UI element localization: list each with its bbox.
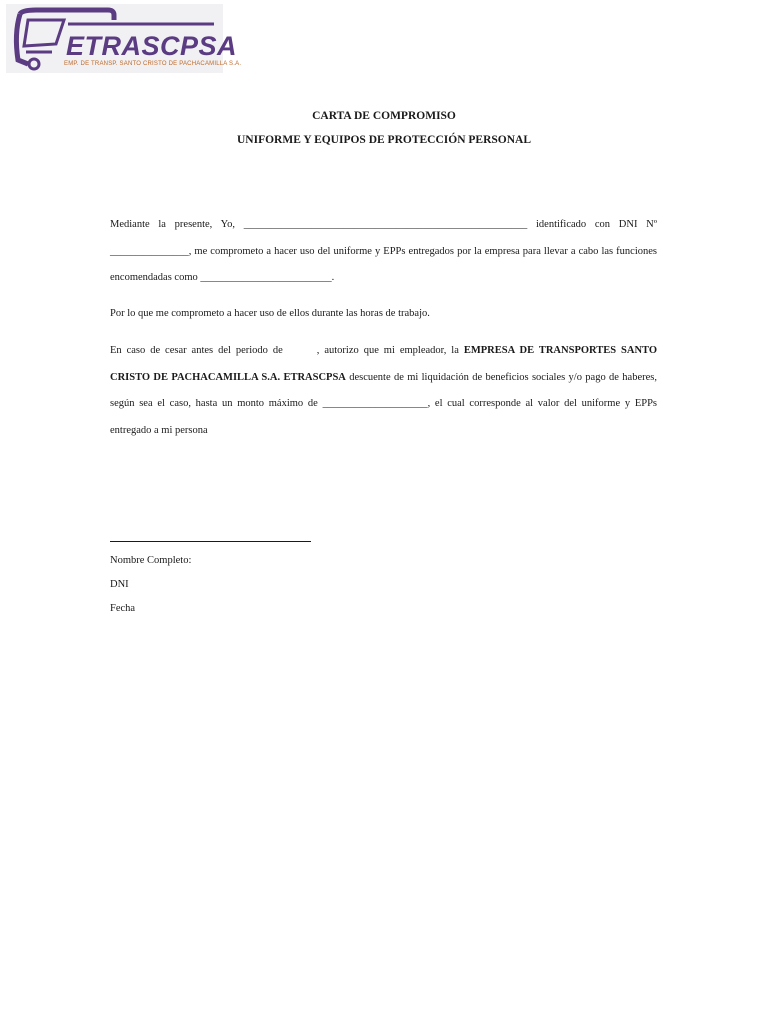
dni-label: DNI — [110, 579, 129, 590]
authorization-paragraph — [110, 338, 657, 444]
name-label: Nombre Completo: — [110, 555, 192, 566]
document-title: CARTA DE COMPROMISO — [312, 110, 456, 122]
company-logo — [6, 4, 242, 73]
date-label: Fecha — [110, 603, 136, 614]
role-blank: _________________________ — [200, 272, 332, 284]
company-name: EMPRESA DE TRANSPORTES SANTO CRISTO DE PACHACAMILLA S.A. — [110, 345, 658, 383]
p1-text-a: Mediante la presente, Yo, — [110, 219, 236, 230]
p3-text-b: , autorizo que mi empleador, la — [316, 345, 459, 356]
commitment-paragraph — [110, 212, 657, 292]
amount-blank: ____________________ — [322, 398, 428, 410]
p1-text-b: identificado con DNI Nº — [536, 219, 658, 230]
p3-text-a: En caso de cesar antes del periodo de — [110, 345, 283, 356]
dni-blank: _______________ — [110, 245, 189, 257]
logo-subtitle: EMP. DE TRANSP. SANTO CRISTO DE PACHACAMILLA S.A. — [64, 61, 242, 67]
p3-text-d: , el cual corresponde al valor del uniforme y EPPs entregado a mi persona — [110, 398, 658, 436]
document-subtitle: UNIFORME Y EQUIPOS DE PROTECCIÓN PERSONAL — [236, 134, 532, 146]
name-blank: ______________________________________________________ — [243, 219, 528, 230]
usage-paragraph: Por lo que me comprometo a hacer uso de ellos durante las horas de trabajo. — [110, 308, 430, 319]
company-short-name: ETRASCPSA — [283, 371, 346, 383]
p1-text-c: , me comprometo a hacer uso del uniforme y EPPs entregados por la empresa para llevar a cabo las funciones encomendadas como — [110, 245, 657, 284]
p3-text-c: descuente de mi liquidación de beneficios sociales y/o pago de haberes, según sea el caso, hasta un monto máximo de — [110, 371, 657, 410]
logo-wordmark: ETRASCPSA — [66, 31, 238, 61]
p1-text-d: . — [331, 272, 335, 284]
signature-line — [110, 541, 311, 542]
